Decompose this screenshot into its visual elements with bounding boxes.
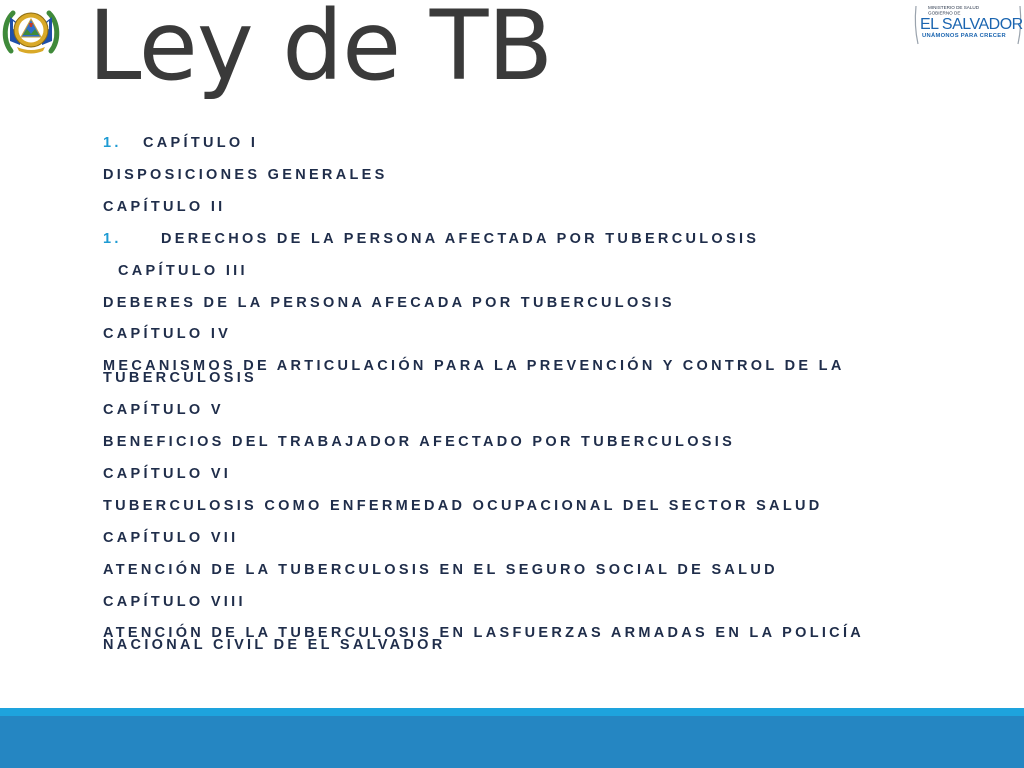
list-number: 1. bbox=[103, 135, 122, 151]
list-text: DISPOSICIONES GENERALES bbox=[103, 167, 388, 183]
el-salvador-coat-of-arms-icon bbox=[1, 1, 61, 59]
list-item bbox=[103, 296, 675, 311]
ministerio-de-salud-logo-icon bbox=[912, 0, 1024, 52]
list-item bbox=[103, 327, 231, 342]
chapter-list bbox=[103, 0, 923, 700]
list-item bbox=[103, 531, 238, 546]
list-text: CAPÍTULO I bbox=[143, 135, 259, 151]
list-text: CAPÍTULO III bbox=[118, 263, 248, 279]
list-text: ATENCIÓN DE LA TUBERCULOSIS EN EL SEGURO SOCIAL DE SALUD bbox=[103, 562, 778, 578]
list-text: CAPÍTULO VI bbox=[103, 466, 232, 482]
list-text: CAPÍTULO VIII bbox=[103, 594, 246, 610]
list-text: MECANISMOS DE ARTICULACIÓN PARA LA PREVENCIÓN Y CONTROL DE LA TUBERCULOSIS bbox=[103, 358, 845, 386]
svg-text:MINISTERIO DE SALUD: MINISTERIO DE SALUD bbox=[928, 5, 980, 10]
svg-text:GOBIERNO DE: GOBIERNO DE bbox=[928, 10, 961, 16]
list-text: ATENCIÓN DE LA TUBERCULOSIS EN LASFUERZAS ARMADAS EN LA POLICÍA NACIONAL CIVIL DE EL SALVADOR bbox=[103, 625, 864, 653]
footer-accent-line bbox=[0, 708, 1024, 716]
list-text: CAPÍTULO IV bbox=[103, 326, 232, 342]
list-item bbox=[103, 168, 388, 183]
list-item bbox=[103, 467, 231, 482]
svg-text:EL SALVADOR: EL SALVADOR bbox=[920, 16, 1023, 33]
list-text: CAPÍTULO V bbox=[103, 402, 224, 418]
list-item bbox=[103, 563, 778, 578]
slide-title: Ley de TB bbox=[88, 0, 553, 102]
svg-text:UNÁMONOS PARA CRECER: UNÁMONOS PARA CRECER bbox=[922, 33, 1006, 39]
list-item bbox=[103, 595, 246, 610]
list-text: BENEFICIOS DEL TRABAJADOR AFECTADO POR TUBERCULOSIS bbox=[103, 434, 736, 450]
list-text: DERECHOS DE LA PERSONA AFECTADA POR TUBERCULOSIS bbox=[161, 231, 760, 247]
list-item bbox=[103, 200, 226, 215]
list-item bbox=[103, 435, 735, 450]
list-item bbox=[103, 232, 759, 247]
list-item bbox=[103, 627, 903, 651]
list-item bbox=[103, 499, 823, 514]
list-item bbox=[103, 360, 903, 384]
list-text: CAPÍTULO II bbox=[103, 199, 226, 215]
footer-band bbox=[0, 716, 1024, 768]
list-item bbox=[103, 136, 258, 151]
list-item bbox=[118, 264, 248, 279]
list-text: TUBERCULOSIS COMO ENFERMEDAD OCUPACIONAL DEL SECTOR SALUD bbox=[103, 498, 823, 514]
list-item bbox=[103, 403, 224, 418]
list-text: CAPÍTULO VII bbox=[103, 530, 239, 546]
list-text: DEBERES DE LA PERSONA AFECADA POR TUBERCULOSIS bbox=[103, 295, 675, 311]
list-number: 1. bbox=[103, 231, 122, 247]
